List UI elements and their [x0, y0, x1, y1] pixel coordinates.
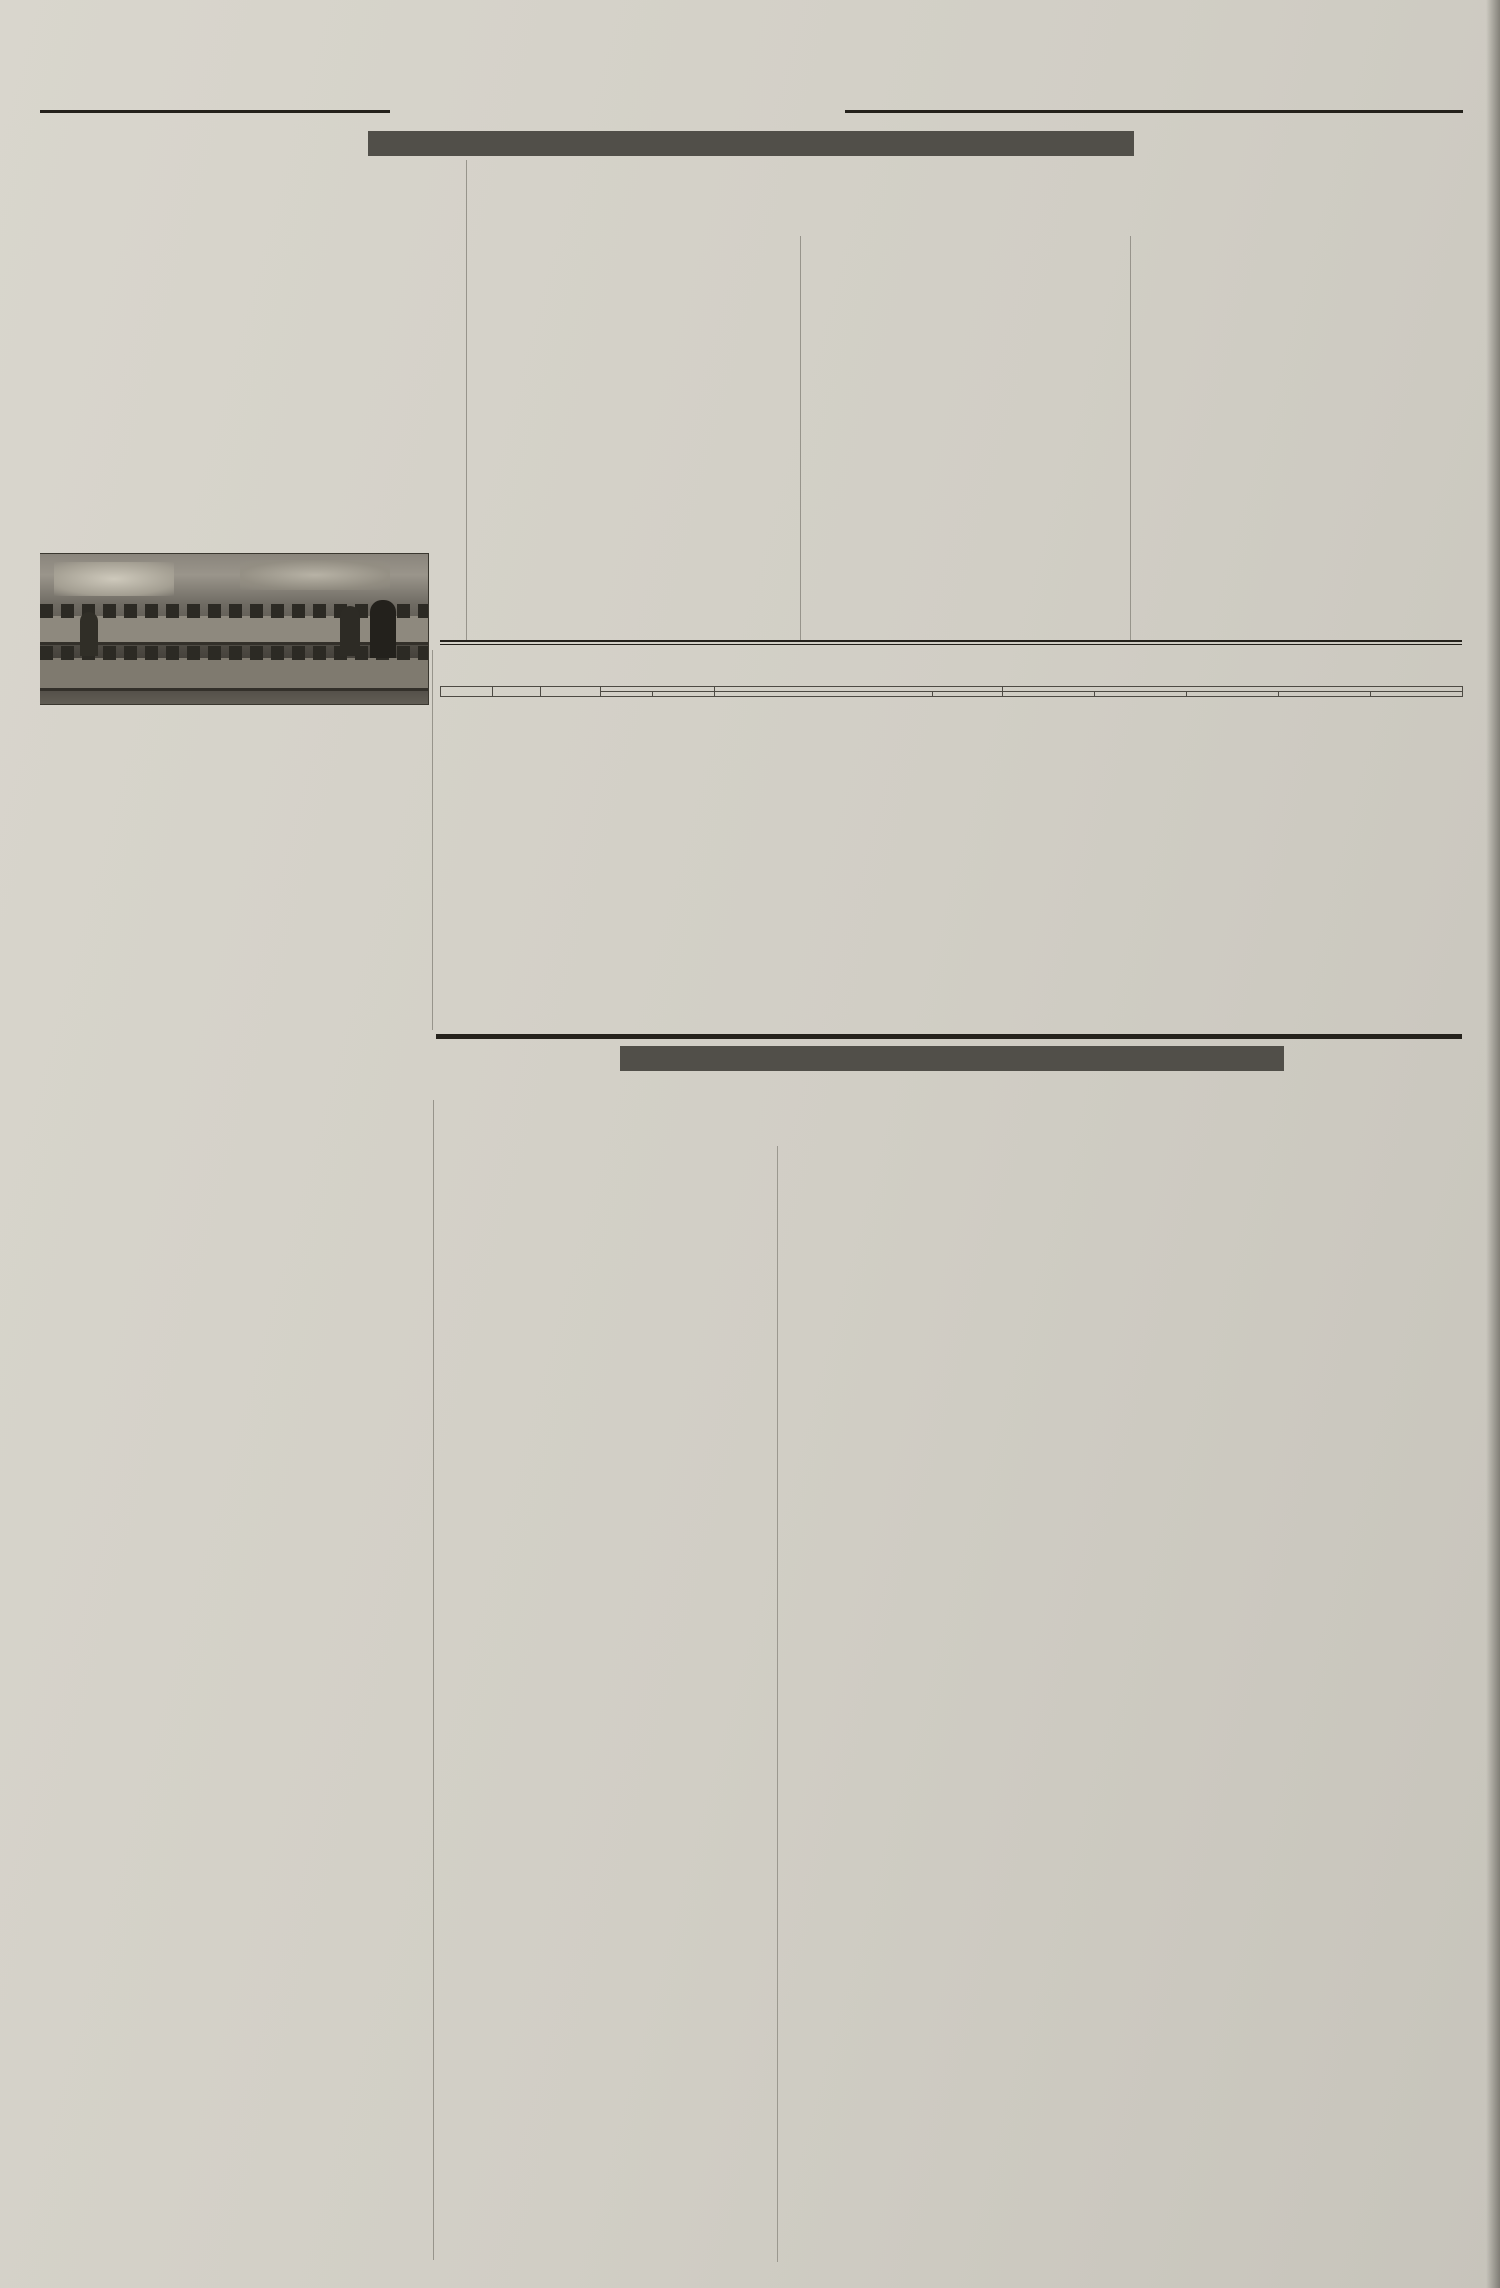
column-header [1003, 692, 1095, 697]
women-retirement-table [440, 686, 1463, 697]
left-column [40, 164, 464, 1090]
header-rule-left [40, 110, 390, 113]
photo-table-of-boots [40, 658, 428, 688]
page-edge-shadow [1486, 0, 1500, 2288]
column-header [653, 692, 715, 697]
article-eletkep-body [40, 1156, 434, 2262]
column-header [601, 692, 653, 697]
column-divider [1130, 236, 1131, 640]
valtozasok-col3 [1138, 156, 1462, 642]
column-header [1187, 692, 1279, 697]
valtozasok-col2 [806, 234, 1124, 642]
column-divider [432, 650, 433, 1030]
photo-window-highlight [240, 560, 390, 590]
column-divider [800, 236, 801, 640]
valtozasok-col1 [472, 234, 790, 642]
column-divider [466, 160, 467, 640]
table-header [441, 687, 1463, 697]
photo-person-silhouette [340, 606, 360, 656]
column-header [493, 687, 541, 697]
article-info-body [440, 1146, 1462, 2262]
photo-waiting-room [40, 554, 428, 704]
section-rule [436, 1034, 1462, 1039]
column-header [715, 692, 933, 697]
photo-person-silhouette [80, 612, 98, 656]
photo-person-silhouette [370, 600, 396, 658]
column-header [541, 687, 601, 697]
article-alakul-body [40, 194, 464, 546]
column-header [1279, 692, 1371, 697]
header-rule-right [845, 110, 1463, 113]
column-header [1095, 692, 1187, 697]
column-header [933, 692, 1003, 697]
table-footnotes [440, 948, 1462, 951]
section-banner-passengers [620, 1046, 1284, 1071]
column-divider [433, 1100, 434, 2260]
column-header [441, 687, 493, 697]
column-header [1371, 692, 1463, 697]
photo-window-highlight [54, 562, 174, 596]
table-section-rule [440, 640, 1462, 645]
section-banner-pension [368, 131, 1134, 156]
